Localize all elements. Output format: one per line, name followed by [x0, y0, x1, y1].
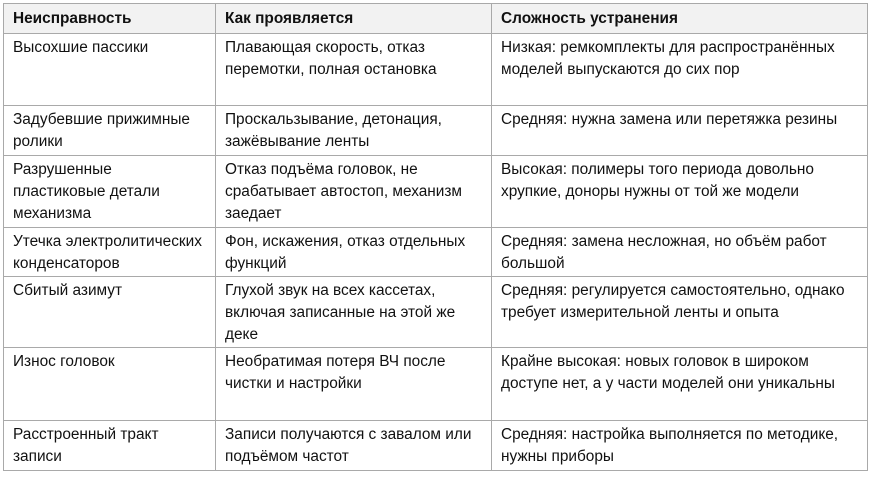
table-row: [4, 34, 868, 106]
header-difficulty: Сложность устранения: [492, 4, 868, 34]
symptoms-cell: Глухой звук на всех кассетах, включая записанные на этой же деке: [216, 277, 492, 348]
symptoms-cell: Необратимая потеря ВЧ после чистки и настройки: [216, 348, 492, 421]
difficulty-cell: Средняя: настройка выполняется по методике, нужны приборы: [492, 421, 868, 471]
difficulty-cell: Средняя: регулируется самостоятельно, однако требует измерительной ленты и опыта: [492, 277, 868, 348]
fault-cell: Расстроенный тракт записи: [4, 421, 216, 471]
difficulty-cell: Высокая: полимеры того периода довольно хрупкие, доноры нужны от той же модели: [492, 156, 868, 228]
symptoms-cell: Записи получаются с завалом или подъёмом частот: [216, 421, 492, 471]
table-header-row: [4, 4, 868, 34]
table-row: [4, 277, 868, 348]
symptoms-cell: Отказ подъёма головок, не срабатывает автостоп, механизм заедает: [216, 156, 492, 228]
table-row: [4, 156, 868, 228]
fault-cell: Износ головок: [4, 348, 216, 421]
table-row: [4, 106, 868, 156]
difficulty-cell: Средняя: нужна замена или перетяжка резины: [492, 106, 868, 156]
symptoms-cell: Плавающая скорость, отказ перемотки, полная остановка: [216, 34, 492, 106]
fault-cell: Задубевшие прижимные ролики: [4, 106, 216, 156]
difficulty-cell: Средняя: замена несложная, но объём работ большой: [492, 228, 868, 277]
header-fault: Неисправность: [4, 4, 216, 34]
fault-cell: Разрушенные пластиковые детали механизма: [4, 156, 216, 228]
symptoms-cell: Проскальзывание, детонация, зажёвывание ленты: [216, 106, 492, 156]
fault-cell: Сбитый азимут: [4, 277, 216, 348]
table-row: [4, 421, 868, 471]
faults-table: [3, 3, 868, 471]
table-row: [4, 228, 868, 277]
difficulty-cell: Низкая: ремкомплекты для распространённых моделей выпускаются до сих пор: [492, 34, 868, 106]
table-row: [4, 348, 868, 421]
header-symptoms: Как проявляется: [216, 4, 492, 34]
fault-cell: Высохшие пассики: [4, 34, 216, 106]
difficulty-cell: Крайне высокая: новых головок в широком доступе нет, а у части моделей они уникальны: [492, 348, 868, 421]
symptoms-cell: Фон, искажения, отказ отдельных функций: [216, 228, 492, 277]
fault-cell: Утечка электролитических конденсаторов: [4, 228, 216, 277]
